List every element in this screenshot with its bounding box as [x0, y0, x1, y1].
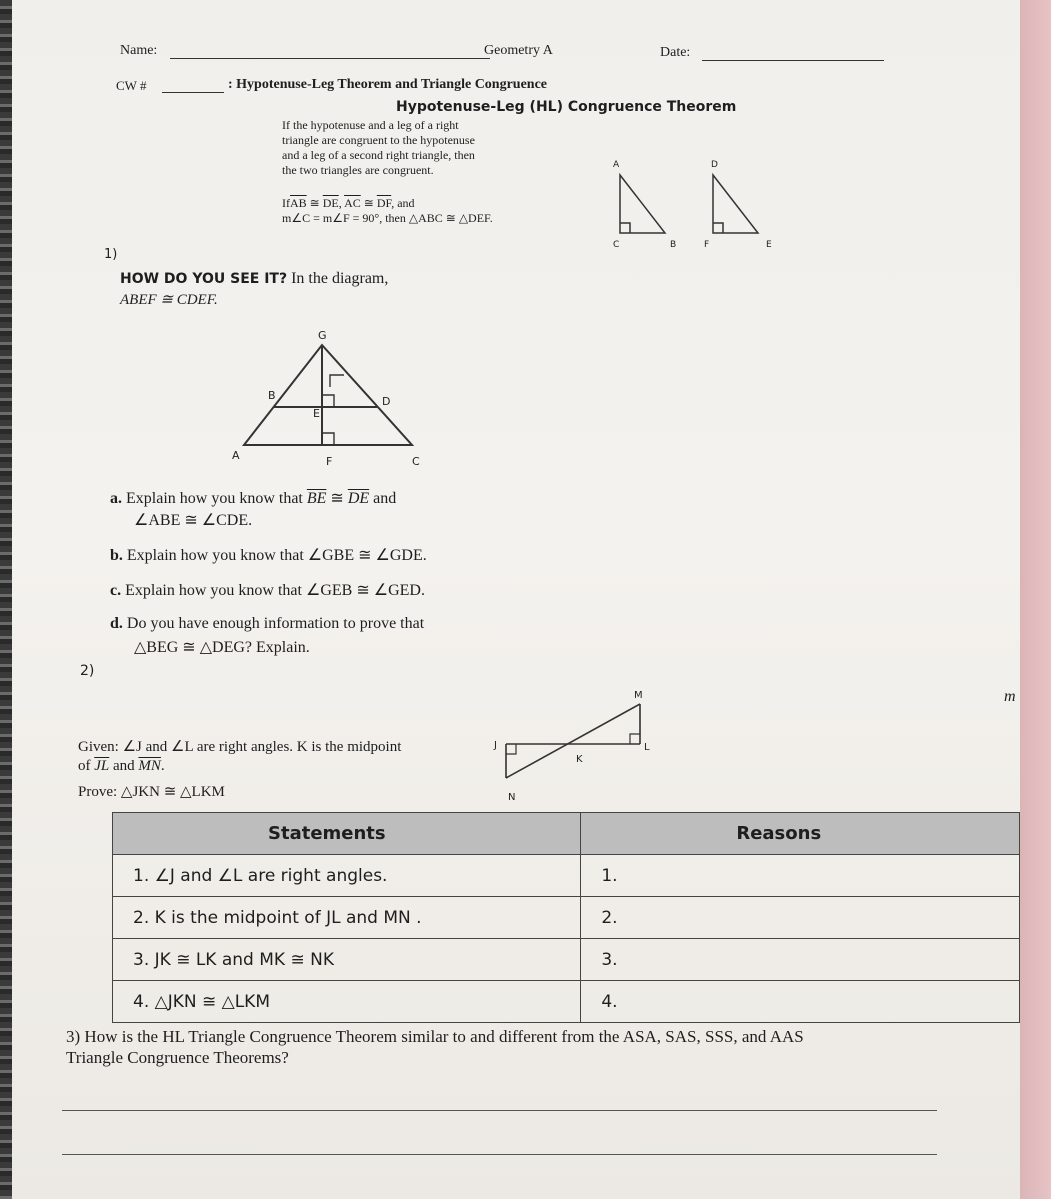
statement-cell: 2. K is the midpoint of JL and MN . [113, 897, 581, 939]
part-b [110, 545, 427, 565]
margin-mark: m [1004, 688, 1016, 705]
theorem-line: If the hypotenuse and a leg of a right [282, 118, 459, 132]
theorem-line: triangle are congruent to the hypotenuse [282, 133, 475, 147]
label-l: L [644, 742, 650, 753]
part-a: a. Explain how you know that $\overline{BE}$ ≅ $\overline{DE}$ and [110, 490, 397, 507]
given-and: and [113, 758, 135, 774]
label-c: C [613, 240, 620, 250]
proof-row [113, 981, 1020, 1023]
part-c-text: Explain how you know that ∠GEB ≅ ∠GED. [125, 582, 425, 599]
proof-table [112, 812, 1020, 1023]
part-d-text: Do you have enough information to prove that [126, 615, 425, 632]
statement-cell: 1. ∠J and ∠L are right angles. [113, 855, 581, 897]
prompt-rest: In the diagram, [291, 270, 389, 287]
name-label: Name: [120, 43, 158, 58]
question-3-text: 3) How is the HL Triangle Congruence Theorem similar to and different from the ASA, SAS, SSS, and AAS [66, 1027, 804, 1046]
segment-de: $\overline{DE}$ [347, 490, 370, 507]
label-a: A [613, 160, 620, 170]
question-1-number: 1) [104, 247, 118, 262]
theorem-text [282, 118, 475, 178]
question-2-prove: Prove: △JKN ≅ △LKM [78, 784, 225, 800]
label-b: B [268, 389, 276, 402]
reasons-header: Reasons [581, 813, 1020, 855]
cw-line [162, 92, 224, 93]
part-b-label: b. [110, 547, 123, 564]
given-of: of [78, 758, 91, 774]
example-and: , and [391, 196, 415, 210]
part-c [110, 580, 425, 600]
segment-ab: $\overline{AB}$ [290, 196, 307, 210]
triangle-def [713, 175, 758, 233]
reason-cell[interactable]: 4. [581, 981, 1020, 1023]
answer-line[interactable] [62, 1110, 937, 1111]
question-1-given: ABEF ≅ CDEF. [120, 292, 218, 308]
segment-nm [506, 704, 640, 778]
segment-mn: $\overline{MN}$ [138, 758, 161, 774]
part-d-label: d. [110, 615, 123, 632]
right-angle-f [713, 223, 723, 233]
part-a-text: Explain how you know that [126, 490, 303, 507]
right-angle-g [330, 375, 344, 387]
given-end: . [160, 758, 165, 774]
worksheet-title: : Hypotenuse-Leg Theorem and Triangle Congruence [228, 77, 548, 92]
part-d [110, 615, 424, 633]
label-k: K [576, 754, 583, 765]
part-c-label: c. [110, 582, 122, 599]
label-f: F [326, 455, 333, 468]
question-3-text-line2: Triangle Congruence Theorems? [66, 1048, 289, 1067]
date-line [702, 60, 884, 61]
label-a: A [232, 449, 240, 462]
date-label: Date: [660, 45, 691, 60]
cw-label: CW # [116, 78, 147, 93]
question-2-given-line2 [78, 758, 165, 775]
label-f: F [704, 240, 710, 250]
question-2-diagram [482, 682, 672, 812]
label-m: M [634, 690, 643, 701]
proof-row [113, 897, 1020, 939]
label-j: J [494, 740, 497, 751]
question-2-number: 2) [80, 663, 95, 679]
reason-cell[interactable]: 2. [581, 897, 1020, 939]
hl-theorem-diagram [600, 155, 800, 255]
label-n: N [508, 792, 516, 803]
segment-de: $\overline{DE}$ [322, 196, 339, 210]
statements-header: Statements [113, 813, 581, 855]
right-angle-f [322, 433, 334, 445]
question-2-given: Given: ∠J and ∠L are right angles. K is the midpoint [78, 739, 402, 755]
part-a-label: a. [110, 490, 122, 507]
theorem-example: $If\overline{AB}$ ≅ $\overline{DE}$, $\overline{AC}$ ≅ $\overline{DF}$, and [282, 196, 415, 210]
theorem-line: and a leg of a second right triangle, then [282, 148, 475, 162]
label-e: E [313, 407, 320, 420]
course-title: Geometry A [484, 43, 553, 58]
segment-df: $\overline{DF}$ [376, 196, 392, 210]
label-c: C [412, 455, 420, 468]
reason-cell[interactable]: 3. [581, 939, 1020, 981]
part-a-and: and [373, 490, 397, 507]
segment-ac: $\overline{AC}$ [344, 196, 361, 210]
proof-row [113, 855, 1020, 897]
part-b-text: Explain how you know that ∠GBE ≅ ∠GDE. [126, 547, 427, 564]
segment-jl: $\overline{JL}$ [94, 758, 110, 774]
theorem-heading: Hypotenuse-Leg (HL) Congruence Theorem [396, 99, 737, 115]
proof-row [113, 939, 1020, 981]
label-d: D [711, 160, 718, 170]
right-angle-l [630, 734, 640, 744]
worksheet-paper [12, 0, 1020, 1199]
proof-header-row [113, 813, 1020, 855]
reason-cell[interactable]: 1. [581, 855, 1020, 897]
statement-cell: 3. JK ≅ LK and MK ≅ NK [113, 939, 581, 981]
question-1-diagram [222, 325, 442, 475]
question-1-prompt [120, 270, 388, 288]
part-a-line2: ∠ABE ≅ ∠CDE. [134, 512, 253, 529]
label-d: D [382, 395, 391, 408]
part-d-line2: △BEG ≅ △DEG? Explain. [134, 639, 310, 656]
right-angle-c [620, 223, 630, 233]
right-angle-e [322, 395, 334, 407]
example-if: If [282, 196, 290, 210]
label-g: G [318, 329, 327, 342]
label-b: B [670, 240, 677, 250]
theorem-line: the two triangles are congruent. [282, 163, 434, 177]
triangle-abc [620, 175, 665, 233]
prompt-bold: HOW DO YOU SEE IT? [120, 271, 288, 287]
name-line [170, 58, 490, 59]
answer-line[interactable] [62, 1154, 937, 1155]
theorem-example-line2: m∠C = m∠F = 90°, then △ABC ≅ △DEF. [282, 211, 493, 225]
statement-cell: 4. △JKN ≅ △LKM [113, 981, 581, 1023]
label-e: E [766, 240, 772, 250]
right-angle-j [506, 744, 516, 754]
segment-be: $\overline{BE}$ [306, 490, 327, 507]
